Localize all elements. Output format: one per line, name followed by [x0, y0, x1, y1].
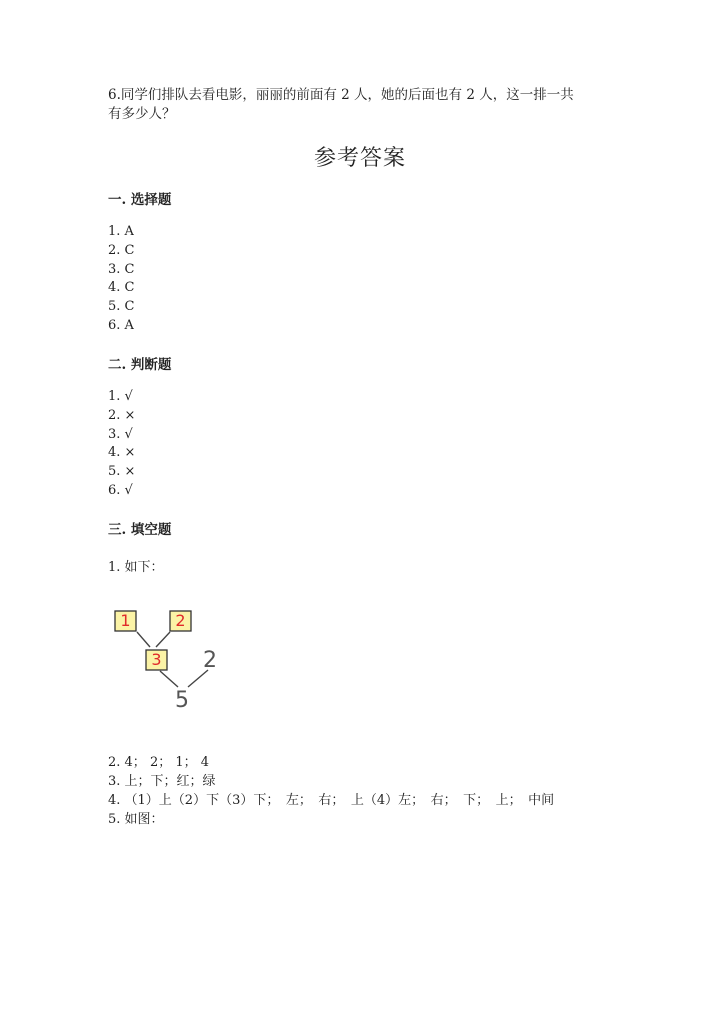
tree-line [160, 671, 178, 687]
answer-item: 1. √ [108, 389, 133, 404]
plain-number-top: 2 [203, 648, 217, 673]
question-6-line1: 6.同学们排队去看电影，丽丽的前面有 2 人，她的后面也有 2 人，这一排一共 [108, 87, 574, 103]
answer-item: 2. × [108, 407, 136, 423]
section-judge-answers [108, 388, 135, 501]
number-tree-diagram [100, 600, 240, 715]
box-2-number: 2 [175, 611, 186, 630]
answer-item: 2. C [108, 242, 135, 258]
answer-item: 5. C [108, 299, 135, 315]
answer-item: 6. A [108, 317, 134, 333]
answer-item: 1. A [108, 224, 134, 239]
section-judge-heading: 二. 判断题 [108, 357, 172, 373]
question-6-line2: 有多少人？ [108, 106, 176, 122]
section-fill-heading: 三. 填空题 [108, 522, 172, 538]
box-3-number: 3 [151, 650, 162, 669]
tree-line [156, 632, 170, 647]
answer-item: 3. √ [108, 426, 133, 442]
fill-item-2: 2. 4； 2； 1； 4 [108, 755, 210, 770]
fill-item-4: 4. （1）上（2）下（3）下； 左； 右； 上（4）左； 右； 下； 上； 中间 [108, 793, 555, 808]
answer-title: 参考答案 [313, 146, 406, 171]
answer-item: 6. √ [108, 482, 133, 498]
plain-number-bottom: 5 [175, 688, 189, 713]
answer-item: 4. C [108, 280, 135, 296]
section-choice-answers [108, 223, 134, 336]
answer-item: 4. × [108, 445, 136, 461]
answer-item: 3. C [108, 261, 135, 277]
tree-line [137, 632, 150, 647]
box-1-number: 1 [120, 611, 131, 630]
answer-item: 5. × [108, 464, 136, 480]
fill-item-1: 1. 如下： [108, 560, 164, 575]
fill-item-3: 3. 上；下；红；绿 [108, 774, 216, 789]
section-choice-heading: 一. 选择题 [108, 192, 172, 208]
fill-item-5: 5. 如图： [108, 812, 164, 827]
question-6 [108, 86, 618, 124]
